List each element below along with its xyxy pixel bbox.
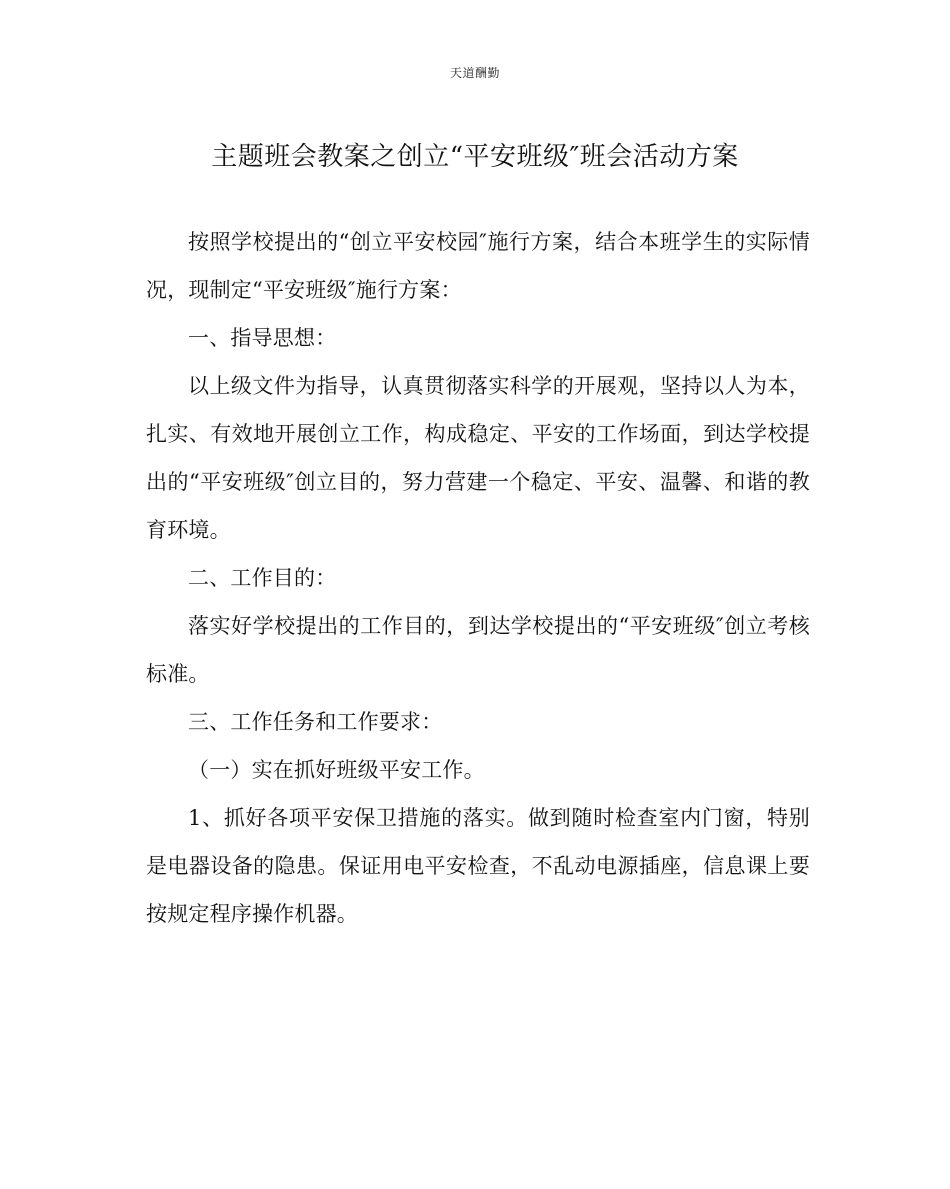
- document-body: [146, 218, 810, 938]
- page-header: 天道酬勤: [449, 66, 500, 80]
- safety-item-paragraph: 1、抓好各项平安保卫措施的落实。做到随时检查室内门窗，特别是电器设备的隐患。保证用电平安检查，不乱动电源插座，信息课上要按规定程序操作机器。: [146, 806, 810, 926]
- intro-paragraph: 按照学校提出的“创立平安校园″施行方案，结合本班学生的实际情况，现制定“平安班级″施行方案：: [146, 230, 810, 302]
- section-heading-tasks: 三、工作任务和工作要求：: [188, 710, 443, 734]
- guiding-thought-paragraph: 以上级文件为指导，认真贯彻落实科学的开展观，坚持以人为本，扎实、有效地开展创立工作，构成稳定、平安的工作场面，到达学校提出的“平安班级″创立目的，努力营建一个稳定、平安、温馨、和谐的教育环境。: [146, 374, 810, 542]
- document-title: 主题班会教案之创立“平安班级″班会活动方案: [211, 142, 739, 172]
- work-goal-paragraph: 落实好学校提出的工作目的，到达学校提出的“平安班级″创立考核标准。: [146, 614, 810, 686]
- section-heading-guiding-thought: 一、指导思想：: [188, 326, 337, 350]
- subsection-heading-safety: （一）实在抓好班级平安工作。: [188, 758, 485, 782]
- section-heading-work-goal: 二、工作目的：: [188, 566, 337, 590]
